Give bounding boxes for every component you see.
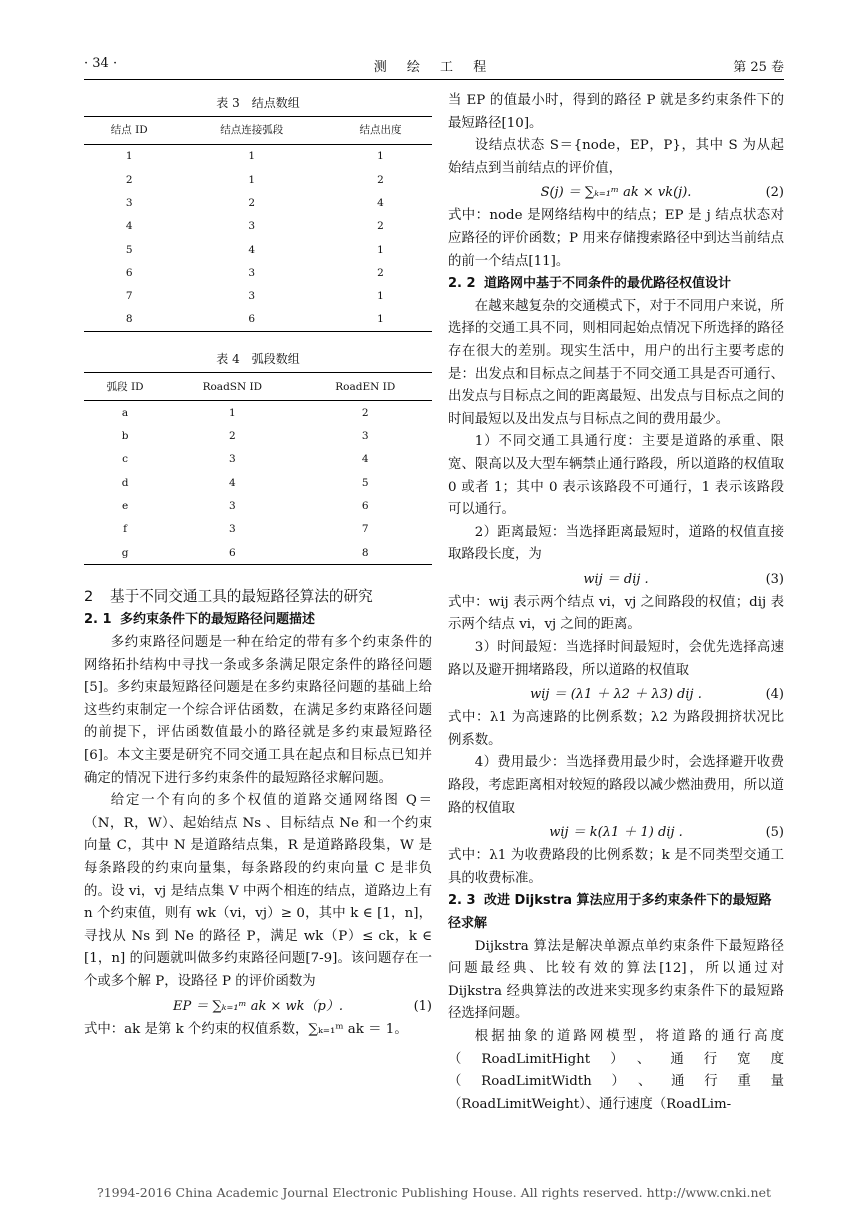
table-cell: 4 [361,453,369,466]
paragraph: 式中：λ1 为收费路段的比例系数；k 是不同类型交通工具的收费标准。 [448,848,784,886]
table-cell: 3 [248,220,256,233]
table-cell: 2 [377,173,384,186]
paragraph: 设结点状态 S＝{node，EP，P}，其中 S 为从起始结点到当前结点的评价值， [448,138,784,176]
equation-text: wij ＝ k(λ1 ＋ 1) dij . [549,825,683,841]
table4-header-row [84,373,432,401]
table-cell: 3 [248,266,256,279]
paragraph: 式中：λ1 为高速路的比例系数；λ2 为路段拥挤状况比例系数。 [448,710,784,748]
table4 [84,372,432,565]
table-cell: 3 [125,196,133,209]
table-cell: 5 [361,476,369,489]
paragraph: 当 EP 的值最小时，得到的路径 P 就是多约束条件下的最短路径[10]。 [448,93,784,131]
equation-number: (4) [765,687,784,703]
table-cell: f [123,523,127,536]
table-cell: 1 [377,243,384,256]
table-row [84,192,432,215]
table3 [84,116,432,332]
table-cell: 1 [248,150,256,163]
table-cell: 3 [228,453,236,466]
journal-title: 测 绘 工 程 [373,60,495,75]
equation-text: wij ＝ dij . [583,571,649,587]
table3-header-row [84,117,432,145]
table-cell: 6 [175,308,329,332]
paragraph: Dijkstra 算法是解决单源点单约束条件下最短路径问题最经典、比较有效的算法[12]，所以通过对 Dijkstra 经典算法的改进来实现多约束条件下的最短路径选择问题。 [448,938,784,1022]
equation-1 [84,994,432,1019]
table-cell: b [121,430,129,443]
subsection-number: 2. 2 [448,276,476,292]
equation-number: (3) [765,571,784,587]
table-cell: 6 [125,266,133,279]
table-cell: 1 [248,173,256,186]
section-2-heading [84,585,432,609]
table3-header: 结点 ID [84,117,175,145]
table4-header: RoadSN ID [166,373,298,401]
table-row [84,238,432,261]
table-cell: 4 [125,220,133,233]
table4-header: RoadEN ID [299,373,432,401]
table-cell: 1 [377,150,384,163]
equation-text: S(j) ＝ ∑ₖ₌₁ᵐ ak × vk(j). [540,185,692,201]
equation-5 [448,820,784,845]
table-cell: 3 [361,430,369,443]
table-row [84,261,432,284]
table-row [84,518,432,541]
header-rule [84,79,784,80]
equation-number: (2) [765,185,784,201]
table-cell: g [84,541,166,565]
table-cell: 2 [125,173,133,186]
equation-text: wij ＝ (λ1 ＋ λ2 ＋ λ3) dij . [530,687,702,703]
table-cell: 7 [361,523,369,536]
table-cell: 4 [377,196,384,209]
subsection-2-2-heading [448,273,784,296]
table-row [84,425,432,448]
table4-caption: 表 4 弧段数组 [216,352,300,367]
table-cell: e [121,499,129,512]
table-cell: 3 [228,523,236,536]
table-cell: 2 [377,266,384,279]
subsection-number: 2. 3 [448,893,476,909]
table-row [84,168,432,191]
section-title: 基于不同交通工具的最短路径算法的研究 [110,588,373,606]
table-cell: 2 [228,430,236,443]
table-cell: 7 [125,290,133,303]
equation-number: (5) [765,825,784,841]
volume-label: 第 25 卷 [733,60,784,75]
paragraph: 给定一个有向的多个权值的道路交通网络图 Q＝（N，R，W）、起始结点 Ns 、目标结点 Ne 和一个约束向量 C，其中 N 是道路结点集，R 是道路路段集，W 是每条路段的约束向量集，每条路段的约束向量 C 是非负的。设 vi，vj 是结点集 V 中两个相连的结点，道路边上有 n 个约束值，则有 wk（vi，vj）≥ 0，其中 k ∈ [1，n]，寻找从 Ns 到 Ne 的路径 P，满足 wk（P）≤ ck，k ∈ [1，n] 的问题就叫做多约束路径问题[7-9]。该问题存在一个或多个解 P，设路径 P 的评价函数为 [84,793,432,989]
equation-3 [448,567,784,592]
table-row [84,471,432,494]
table-cell: 4 [228,476,236,489]
table-row [84,308,432,332]
paragraph: 1）不同交通工具通行度：主要是道路的承重、限宽、限高以及大型车辆禁止通行路段，所以道路的权值取 0 或者 1；其中 0 表示该路段不可通行，1 表示该路段可以通行。 [448,434,784,518]
table-cell: 3 [248,290,256,303]
subsection-number: 2. 1 [84,612,112,628]
table-cell: a [121,406,129,419]
left-column [84,90,432,1041]
table3-header: 结点连接弧段 [175,117,329,145]
table-row [84,215,432,238]
table-cell: 8 [299,541,432,565]
subsection-2-1-heading [84,609,432,632]
table-cell: 2 [361,406,369,419]
table-cell: 1 [329,308,432,332]
table-row [84,448,432,471]
equation-2 [448,180,784,205]
section-number: 2 [84,588,94,606]
table-cell: c [122,453,128,466]
paragraph: 2）距离最短：当选择距离最短时，道路的权值直接取路段长度，为 [448,524,784,563]
paragraph: 4）费用最少：当选择费用最少时，会选择避开收费路段，考虑距离相对较短的路段以减少燃油费用，所以道路的权值取 [448,755,784,816]
table-row [84,285,432,308]
table-row [84,401,432,425]
subsection-title: 多约束条件下的最短路径问题描述 [120,612,316,628]
table-row [84,495,432,518]
table-cell: 4 [248,243,256,256]
page-header [84,56,784,78]
table-cell: 6 [361,499,369,512]
subsection-2-3-heading [448,890,784,935]
table-cell: 5 [125,243,133,256]
paragraph: 多约束路径问题是一种在给定的带有多个约束条件的网络拓扑结构中寻找一条或多条满足限定条件的路径问题[5]。多约束最短路径问题是在多约束路径问题的基础上给这些约束制定一个综合评估函数，在满足多约束路径问题的前提下，评估函数值最小的路径就是多约束最短路径[6]。本文主要是研究不同交通工具在起点和目标点已知并确定的情况下进行多约束条件的最短路径求解问题。 [84,635,432,786]
copyright-footer: ?1994-2016 China Academic Journal Electronic Publishing House. All rights reserved. http://www.cnki.net [97,1185,771,1200]
table-cell: 8 [84,308,175,332]
equation-text: EP ＝ ∑ₖ₌₁ᵐ ak × wk（p）. [173,998,343,1014]
paragraph: 式中：wij 表示两个结点 vi，vj 之间路段的权值；dij 表示两个结点 vi，vj 之间的距离。 [448,594,784,633]
table4-header: 弧段 ID [84,373,166,401]
table-cell: 2 [377,220,384,233]
table-cell: 1 [228,406,236,419]
paragraph: 在越来越复杂的交通模式下，对于不同用户来说，所选择的交通工具不同，则相同起始点情况下所选择的路径存在很大的差别。现实生活中，用户的出行主要考虑的是：出发点和目标点之间基于不同交通工具是否可通行、出发点与目标点之间的距离最短、出发点与目标点之间的时间最短以及出发点与目标点之间的费用最少。 [448,298,784,427]
table3-caption: 表 3 结点数组 [216,96,300,110]
paragraph: 3）时间最短：当选择时间最短时，会优先选择高速路以及避开拥堵路段，所以道路的权值取 [448,640,784,678]
table-cell: 6 [166,541,298,565]
equation-number: (1) [413,998,432,1014]
page-number: · 34 · [84,56,118,71]
table-cell: 1 [125,150,133,163]
subsection-title: 道路网中基于不同条件的最优路径权值设计 [484,276,732,292]
paragraph: 根据抽象的道路网模型，将道路的通行高度（RoadLimitHight）、通行宽度（RoadLimitWidth）、通行重量（RoadLimitWeight）、通行速度（RoadLim- [448,1028,784,1112]
subsection-title: 改进 Dijkstra 算法应用于多约束条件下的最短路径求解 [448,893,772,931]
right-column [448,90,784,1116]
table3-header: 结点出度 [329,117,432,145]
table-cell: 1 [377,290,384,303]
table-row [84,145,432,169]
table-cell: 3 [228,499,236,512]
equation-4 [448,682,784,707]
table-cell: 2 [248,196,256,209]
table-cell: d [121,476,129,489]
paragraph: 式中：ak 是第 k 个约束的权值系数，∑ₖ₌₁ᵐ ak ＝ 1。 [84,1021,408,1037]
paragraph: 式中：node 是网络结构中的结点；EP 是 j 结点状态对应路径的评价函数；P 用来存储搜索路径中到达当前结点的前一个结点[11]。 [448,208,784,269]
table-row [84,541,432,565]
